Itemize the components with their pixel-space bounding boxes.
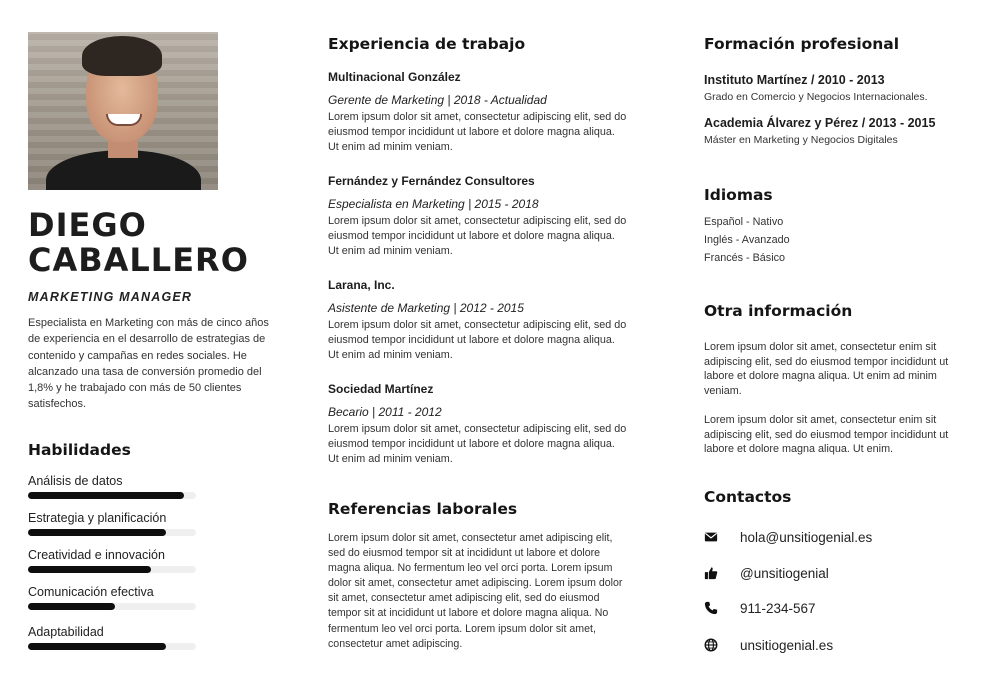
contact-social[interactable] xyxy=(704,562,974,584)
job-entry xyxy=(328,382,628,468)
globe-icon xyxy=(704,636,726,654)
job-position: Asistente de Marketing | 2012 - 2015 xyxy=(328,301,524,315)
job-position: Gerente de Marketing | 2018 - Actualidad xyxy=(328,93,547,107)
skill-item xyxy=(28,511,196,536)
job-entry xyxy=(328,70,628,156)
skill-label: Adaptabilidad xyxy=(28,625,104,639)
thumbs-up-icon xyxy=(704,564,726,582)
skill-bar xyxy=(28,566,196,573)
skill-item xyxy=(28,548,196,573)
skill-label: Análisis de datos xyxy=(28,474,123,488)
contact-website[interactable] xyxy=(704,634,974,656)
job-company: Larana, Inc. xyxy=(328,278,395,292)
education-institution: Academia Álvarez y Pérez / 2013 - 2015 xyxy=(704,116,936,130)
skill-bar-fill xyxy=(28,566,151,573)
language-item: Inglés - Avanzado xyxy=(704,234,790,246)
languages-heading: Idiomas xyxy=(704,186,773,204)
job-position: Especialista en Marketing | 2015 - 2018 xyxy=(328,197,539,211)
job-company: Sociedad Martínez xyxy=(328,382,434,396)
other-info-paragraph: Lorem ipsum dolor sit amet, consectetur enim sit adipiscing elit, sed do eiusmod tempor incididunt ut labore et dolore magna aliqua. Ut enim. xyxy=(704,414,949,456)
other-info-paragraph: Lorem ipsum dolor sit amet, consectetur enim sit adipiscing elit, sed do eiusmod tempor incididunt ut labore et dolore magna aliqua. Ut enim ad minim veniam. xyxy=(704,341,949,398)
profile-summary: Especialista en Marketing con más de cinco años de experiencia en el desarrollo de estrategias de contenido y campañas en redes sociales. He alcanzado una tasa de conversión promedio del 1,8% y he trabajado con más de 50 clientes satisfechos. xyxy=(28,317,269,411)
skill-item xyxy=(28,474,196,499)
skill-label: Comunicación efectiva xyxy=(28,585,154,599)
job-description: Lorem ipsum dolor sit amet, consectetur adipiscing elit, sed do eiusmod tempor incididunt ut labore et dolore magna aliqua. Ut enim ad minim veniam. xyxy=(328,111,627,154)
profile-photo xyxy=(28,32,218,190)
skill-item xyxy=(28,625,196,650)
education-entry xyxy=(704,73,979,103)
job-company: Fernández y Fernández Consultores xyxy=(328,174,535,188)
candidate-name xyxy=(28,208,249,278)
language-item: Francés - Básico xyxy=(704,252,786,264)
job-description: Lorem ipsum dolor sit amet, consectetur adipiscing elit, sed do eiusmod tempor incididunt ut labore et dolore magna aliqua. Ut enim ad minim veniam. xyxy=(328,423,627,466)
skill-bar xyxy=(28,529,196,536)
contact-phone-text[interactable]: 911-234-567 xyxy=(740,600,816,616)
job-description: Lorem ipsum dolor sit amet, consectetur adipiscing elit, sed do eiusmod tempor incididunt ut labore et dolore magna aliqua. Ut enim ad minim veniam. xyxy=(328,319,627,362)
mail-icon xyxy=(704,528,726,546)
skill-label: Creatividad e innovación xyxy=(28,548,165,562)
contact-email[interactable] xyxy=(704,526,974,548)
skill-bar xyxy=(28,492,196,499)
education-heading: Formación profesional xyxy=(704,35,900,53)
contact-website-text[interactable]: unsitiogenial.es xyxy=(740,637,834,653)
contacts-heading: Contactos xyxy=(704,488,792,506)
skill-label: Estrategia y planificación xyxy=(28,511,167,525)
language-item: Español - Nativo xyxy=(704,216,784,228)
job-position: Becario | 2011 - 2012 xyxy=(328,405,442,419)
references-text: Lorem ipsum dolor sit amet, consectetur amet adipiscing elit, sed do eiusmod tempor sit at incididunt ut labore et dolore magna aliqua. No fermentum leo vel orci porta. Lorem ipsum dolor sit amet, consectetur amet adipiscing. Lorem ipsum dolor sit amet, consectetur amet adipiscing elit, sed do eiusmod tempor sit at incididunt ut labore et dolore magna aliqua. No fermentum leo vel orci porta. Lorem ipsum dolor sit amet, consectetur amet adipiscing. xyxy=(328,532,623,650)
name-last: CABALLERO xyxy=(28,241,249,279)
skill-bar-fill xyxy=(28,529,166,536)
references-heading: Referencias laborales xyxy=(328,500,518,518)
skill-bar-fill xyxy=(28,643,166,650)
job-company: Multinacional González xyxy=(328,70,461,84)
job-entry xyxy=(328,278,628,364)
job-entry xyxy=(328,174,628,260)
contact-phone[interactable] xyxy=(704,597,974,619)
experience-heading: Experiencia de trabajo xyxy=(328,35,526,53)
education-entry xyxy=(704,116,979,146)
skill-item xyxy=(28,585,196,610)
skill-bar xyxy=(28,603,196,610)
skills-heading: Habilidades xyxy=(28,441,131,459)
contact-social-text[interactable]: @unsitiogenial xyxy=(740,565,829,581)
job-description: Lorem ipsum dolor sit amet, consectetur adipiscing elit, sed do eiusmod tempor incididunt ut labore et dolore magna aliqua. Ut enim ad minim veniam. xyxy=(328,215,627,258)
phone-icon xyxy=(704,599,726,617)
education-degree: Máster en Marketing y Negocios Digitales xyxy=(704,134,898,146)
skill-bar xyxy=(28,643,196,650)
contact-email-text[interactable]: hola@unsitiogenial.es xyxy=(740,529,873,545)
skill-bar-fill xyxy=(28,603,115,610)
education-institution: Instituto Martínez / 2010 - 2013 xyxy=(704,73,885,87)
education-degree: Grado en Comercio y Negocios Internacionales. xyxy=(704,91,928,103)
skill-bar-fill xyxy=(28,492,184,499)
name-first: DIEGO xyxy=(28,206,147,244)
job-role: MARKETING MANAGER xyxy=(28,290,193,304)
other-info-heading: Otra información xyxy=(704,302,853,320)
